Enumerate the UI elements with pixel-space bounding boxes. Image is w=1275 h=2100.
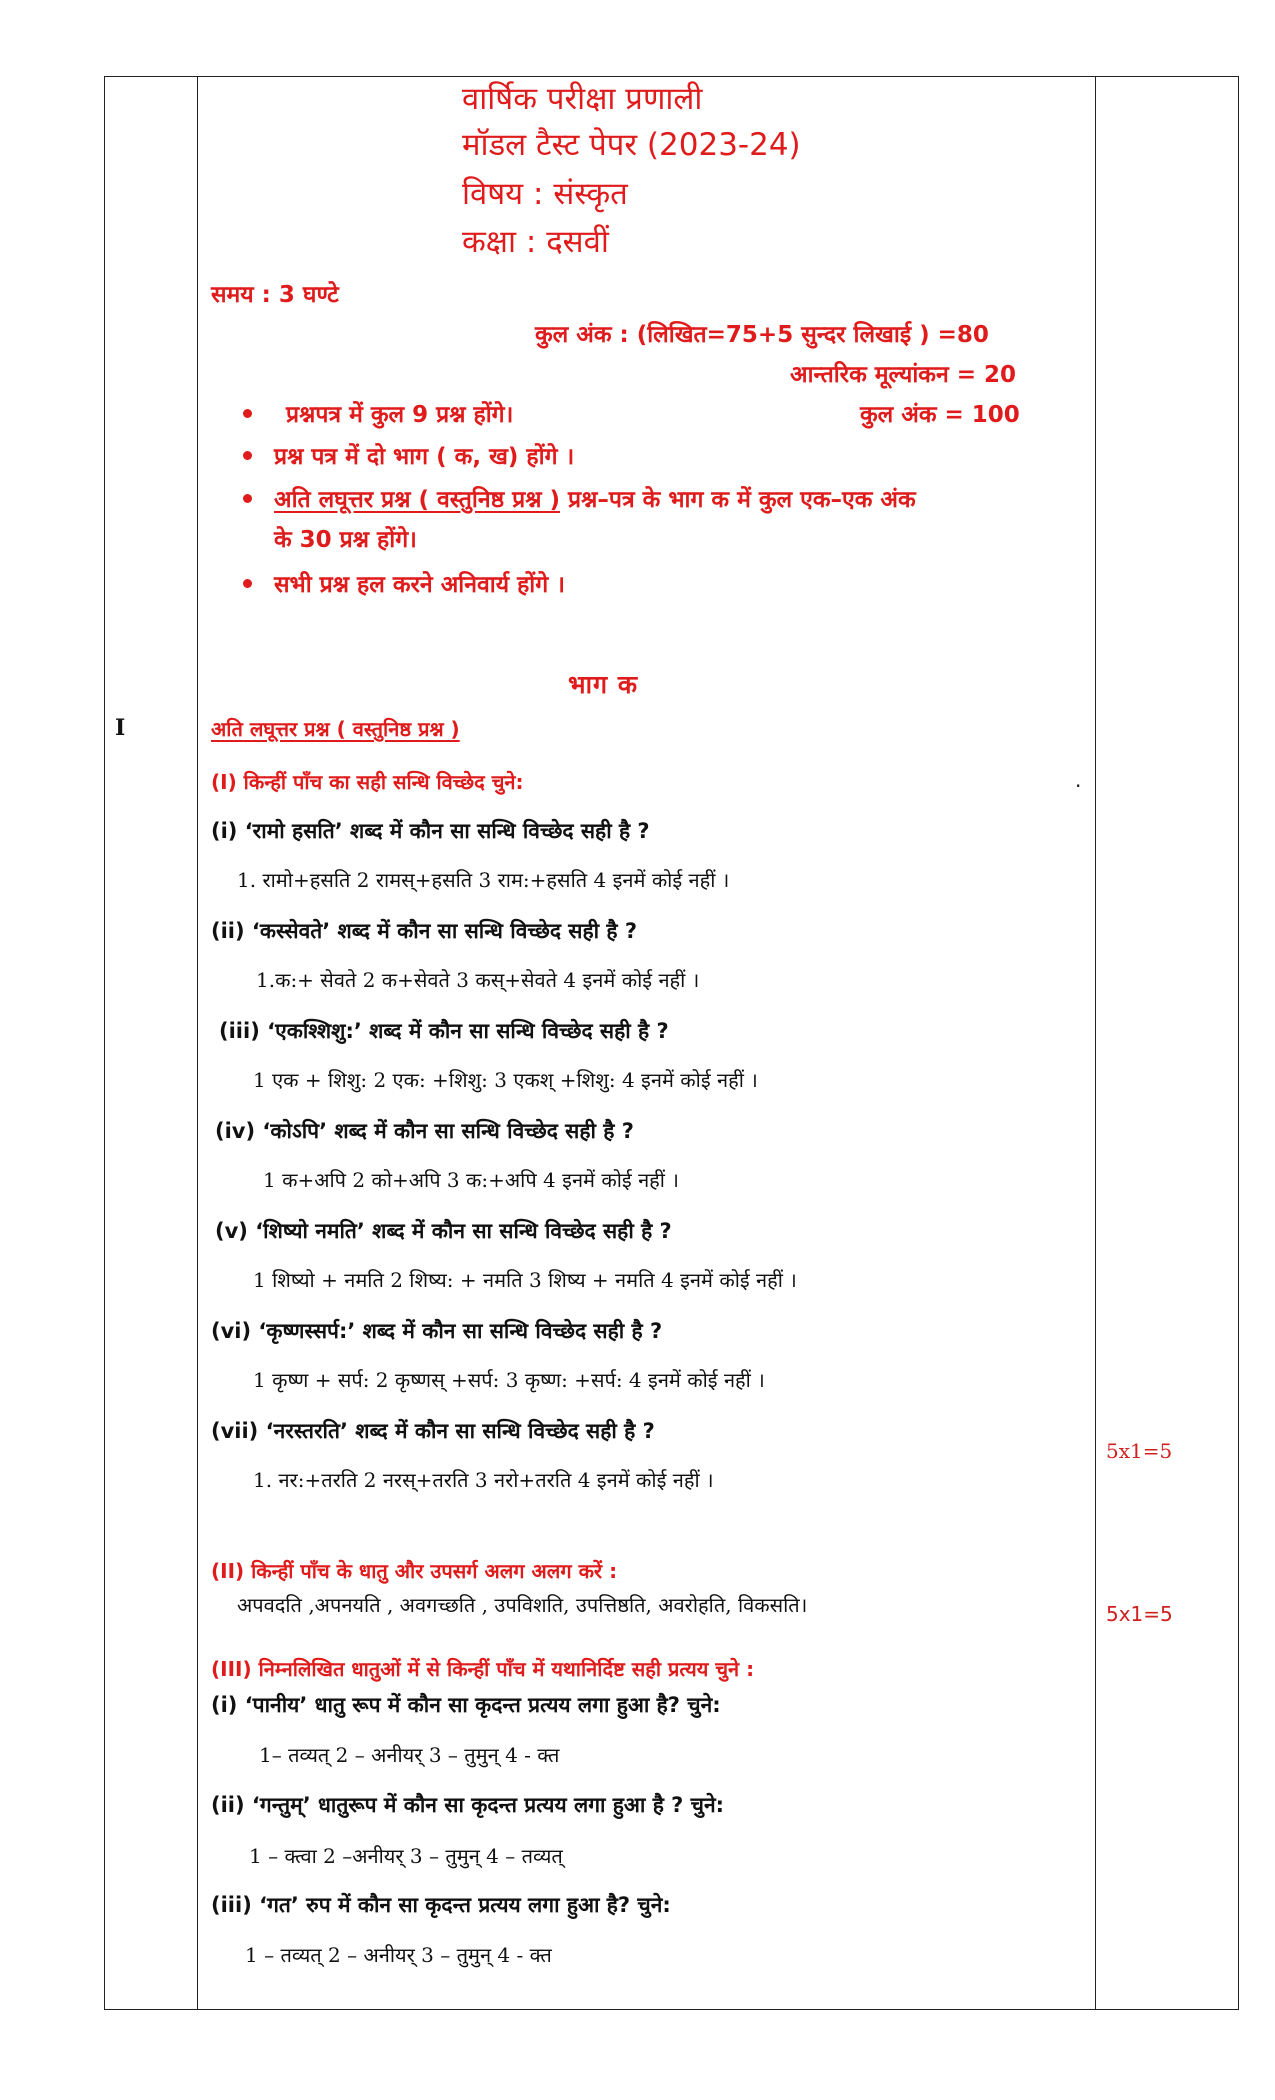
q3-item-prompt: (ii) ‘गन्तुम्’ धातुरूप में कौन सा कृदन्त प्रत्यय लगा हुआ है ? चुने: [211,1793,725,1817]
q1-marks: 5x1=5 [1106,1439,1173,1463]
class-label: कक्षा : दसवीं [462,224,609,260]
question-paper-table [104,76,1239,2010]
q3-item-options: 1 – तव्यत् 2 – अनीयर् 3 – तुमुन् 4 - क्त [245,1943,552,1967]
instruction-item: अति लघूत्तर प्रश्न ( वस्तुनिष्ठ प्रश्न ) प्रश्न–पत्र के भाग क में कुल एक–एक अंक [243,482,916,514]
internal-assessment: आन्तरिक मूल्यांकन = 20 [790,362,1017,388]
q3-item-prompt: (iii) ‘गत’ रुप में कौन सा कृदन्त प्रत्यय लगा हुआ है? चुने: [211,1893,671,1917]
q1-item-prompt: (i) ‘रामो हसति’ शब्द में कौन सा सन्धि विच्छेद सही है ? [211,819,650,843]
bullet-icon [243,579,252,588]
q1-item-options: 1.क:+ सेवते 2 क+सेवते 3 कस्+सेवते 4 इनमें कोई नहीं । [256,968,700,992]
q1-item-prompt: (vii) ‘नरस्तरति’ शब्द में कौन सा सन्धि विच्छेद सही है ? [211,1419,655,1443]
grand-total-marks: कुल अंक = 100 [860,402,1020,428]
trailing-dot: . [1075,768,1082,792]
exam-system-title: वार्षिक परीक्षा प्रणाली [462,81,703,117]
q3-item-options: 1 – क्त्वा 2 –अनीयर् 3 – तुमुन् 4 – तव्यत् [249,1844,563,1868]
instruction-item: प्रश्न पत्र में दो भाग ( क, ख) होंगे । [243,439,574,471]
q2-marks: 5x1=5 [1106,1602,1173,1626]
q3-item-options: 1– तव्यत् 2 – अनीयर् 3 – तुमुन् 4 - क्त [259,1743,560,1767]
row-marker: I [115,715,126,741]
q3-heading: (III) निम्नलिखित धातुओं में से किन्हीं पाँच में यथानिर्दिष्ट सही प्रत्यय चुने : [211,1657,755,1681]
q1-item-options: 1 शिष्यो + नमति 2 शिष्य: + नमति 3 शिष्य + नमति 4 इनमें कोई नहीं । [253,1268,797,1292]
instruction-item: प्रश्नपत्र में कुल 9 प्रश्न होंगे। [243,397,513,429]
q1-heading: (I) किन्हीं पाँच का सही सन्धि विच्छेद चुने: [211,770,524,794]
q2-word-list: अपवदति ,अपनयति , अवगच्छति , उपविशति, उपत्तिष्ठति, अवरोहति, विकसति। [237,1593,808,1617]
bullet-icon [243,451,252,460]
paper-title: मॉडल टैस्ट पेपर (2023-24) [462,127,801,163]
section-title: भाग क [568,670,639,699]
instruction-item: सभी प्रश्न हल करने अनिवार्य होंगे । [243,567,565,599]
q1-item-prompt: (ii) ‘कस्सेवते’ शब्द में कौन सा सन्धि विच्छेद सही है ? [211,919,638,943]
q2-heading: (II) किन्हीं पाँच के धातु और उपसर्ग अलग अलग करें : [211,1559,618,1583]
subject-label: विषय : संस्कृत [462,176,628,212]
marks-column-divider [1095,77,1096,2009]
q1-item-prompt: (v) ‘शिष्यो नमति’ शब्द में कौन सा सन्धि विच्छेद सही है ? [215,1219,672,1243]
bullet-icon [243,494,252,503]
q1-item-options: 1 क+अपि 2 को+अपि 3 क:+अपि 4 इनमें कोई नहीं । [263,1168,679,1192]
q1-item-options: 1. रामो+हसति 2 रामस्+हसति 3 राम:+हसति 4 इनमें कोई नहीं । [237,868,730,892]
q1-item-options: 1 एक + शिशु: 2 एक: +शिशु: 3 एकश् +शिशु: 4 इनमें कोई नहीं । [253,1068,758,1092]
q1-item-prompt: (iii) ‘एकश्शिशु:’ शब्द में कौन सा सन्धि विच्छेद सही है ? [219,1019,669,1043]
q1-item-prompt: (iv) ‘कोऽपि’ शब्द में कौन सा सन्धि विच्छेद सही है ? [215,1119,634,1143]
q1-item-options: 1. नर:+तरति 2 नरस्+तरति 3 नरो+तरति 4 इनमें कोई नहीं । [253,1468,714,1492]
instruction-continuation: के 30 प्रश्न होंगे। [274,527,417,553]
q1-item-prompt: (vi) ‘कृष्णस्सर्प:’ शब्द में कौन सा सन्धि विच्छेद सही है ? [211,1319,663,1343]
q1-item-options: 1 कृष्ण + सर्प: 2 कृष्णस् +सर्प: 3 कृष्ण: +सर्प: 4 इनमें कोई नहीं । [253,1368,765,1392]
q3-item-prompt: (i) ‘पानीय’ धातु रूप में कौन सा कृदन्त प्रत्यय लगा हुआ है? चुने: [211,1693,721,1717]
time-label: समय : 3 घण्टे [211,282,339,308]
bullet-icon [243,409,252,418]
section-subtitle: अति लघूत्तर प्रश्न ( वस्तुनिष्ठ प्रश्न ) [211,717,460,741]
total-written-marks: कुल अंक : (लिखित=75+5 सुन्दर लिखाई ) =80 [535,322,989,348]
left-column-divider [197,77,198,2009]
